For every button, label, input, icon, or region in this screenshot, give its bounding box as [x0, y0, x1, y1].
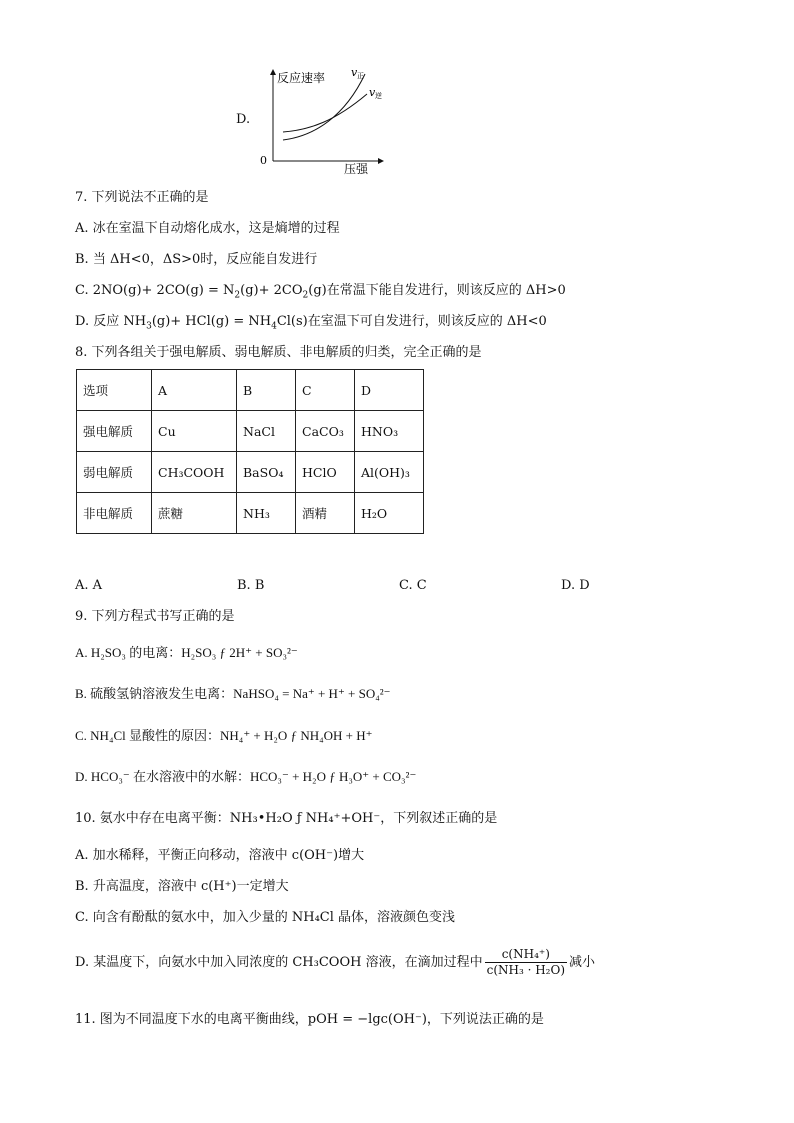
table-cell: HNO₃ — [355, 411, 424, 452]
table-cell: Al(OH)₃ — [355, 452, 424, 493]
y-axis-label: 反应速率 — [277, 71, 326, 85]
v-forward-label: v — [351, 66, 358, 79]
q9-option-d: D. HCO₃⁻ 在水溶液中的水解：HCO₃⁻ + H₂O ƒ H₃O⁺ + CO₃²⁻ — [75, 769, 417, 784]
v-forward-sub: 正 — [357, 72, 364, 80]
table-cell: HClO — [296, 452, 355, 493]
table-cell: 非电解质 — [77, 493, 152, 534]
table-cell: 弱电解质 — [77, 452, 152, 493]
table-cell: Cu — [152, 411, 237, 452]
table-cell: 蔗糖 — [152, 493, 237, 534]
reaction-rate-graph — [255, 66, 405, 176]
electrolyte-table — [76, 369, 424, 534]
q9-option-b: B. 硫酸氢钠溶液发生电离：NaHSO₄ = Na⁺ + H⁺ + SO₄²⁻ — [75, 686, 391, 701]
table-cell: CH₃COOH — [152, 452, 237, 493]
q7-option-b: B. 当 ΔH<0，ΔS>0时，反应能自发进行 — [75, 252, 318, 267]
q7-stem: 7. 下列说法不正确的是 — [75, 190, 209, 205]
table-cell: 强电解质 — [77, 411, 152, 452]
v-reverse-label: v — [369, 86, 376, 99]
q7-option-d: D. 反应 $NH_3(g)+ HCl(g) = NH_4Cl(s)$在室温下可自发进行，则该反应的 ΔH<0 — [75, 314, 547, 332]
q9-stem: 9. 下列方程式书写正确的是 — [75, 609, 235, 624]
table-cell: 选项 — [77, 370, 152, 411]
q9-option-a: A. H₂SO₃ 的电离：H₂SO₃ ƒ 2H⁺ + SO₃²⁻ — [75, 645, 298, 660]
q7-option-a: A. 冰在室温下自动熔化成水，这是熵增的过程 — [75, 221, 340, 236]
table-row — [77, 452, 424, 493]
table-row — [77, 411, 424, 452]
q8-choice-d: D. D — [561, 578, 590, 593]
curve-v-reverse — [283, 94, 367, 132]
origin-label: 0 — [260, 154, 267, 167]
table-cell: NaCl — [237, 411, 296, 452]
q9-option-c: C. NH₄Cl 显酸性的原因：NH₄⁺ + H₂O ƒ NH₄OH + H⁺ — [75, 728, 373, 743]
v-reverse-sub: 逆 — [375, 92, 382, 100]
table-cell: BaSO₄ — [237, 452, 296, 493]
table-row — [77, 493, 424, 534]
table-cell: NH₃ — [237, 493, 296, 534]
table-cell: H₂O — [355, 493, 424, 534]
table-cell: B — [237, 370, 296, 411]
q10-option-b: B. 升高温度，溶液中 c(H⁺)一定增大 — [75, 879, 289, 894]
q7-option-c: C. $2NO(g)+ 2CO(g) = N_2(g)+ 2CO_2(g)$在常温下能自发进行，则该反应的 ΔH>0 — [75, 283, 566, 301]
q8-choice-c: C. C — [399, 578, 427, 593]
q10-stem: 10. 氨水中存在电离平衡：NH₃•H₂O ƒ NH₄⁺+OH⁻，下列叙述正确的是 — [75, 811, 498, 826]
q11-stem: 11. 图为不同温度下水的电离平衡曲线，pOH = −lgc(OH⁻)，下列说法正确的是 — [75, 1012, 544, 1027]
option-d-label: D. — [236, 112, 251, 127]
q10-option-c: C. 向含有酚酞的氨水中，加入少量的 NH₄Cl 晶体，溶液颜色变浅 — [75, 910, 456, 925]
table-cell: 酒精 — [296, 493, 355, 534]
q8-choice-b: B. B — [237, 578, 265, 593]
q10-option-d: D. 某温度下，向氨水中加入同浓度的 CH₃COOH 溶液，在滴加过程中 $\frac{\text{c(NH₄⁺)}}{\text{c(NH₃ · H₂O)}}$ 减小 — [75, 947, 596, 977]
x-axis-label: 压强 — [344, 162, 369, 176]
table-cell: A — [152, 370, 237, 411]
table-cell: C — [296, 370, 355, 411]
q10-option-a: A. 加水稀释，平衡正向移动，溶液中 c(OH⁻)增大 — [75, 848, 365, 863]
q8-choice-a: A. A — [75, 578, 103, 593]
table-header-row — [77, 370, 424, 411]
ratio-fraction: $\frac{\text{c(NH₄⁺)}}{\text{c(NH₃ · H₂O)}}$ — [486, 947, 566, 977]
q8-stem: 8. 下列各组关于强电解质、弱电解质、非电解质的归类，完全正确的是 — [75, 345, 482, 360]
table-cell: D — [355, 370, 424, 411]
table-cell: CaCO₃ — [296, 411, 355, 452]
